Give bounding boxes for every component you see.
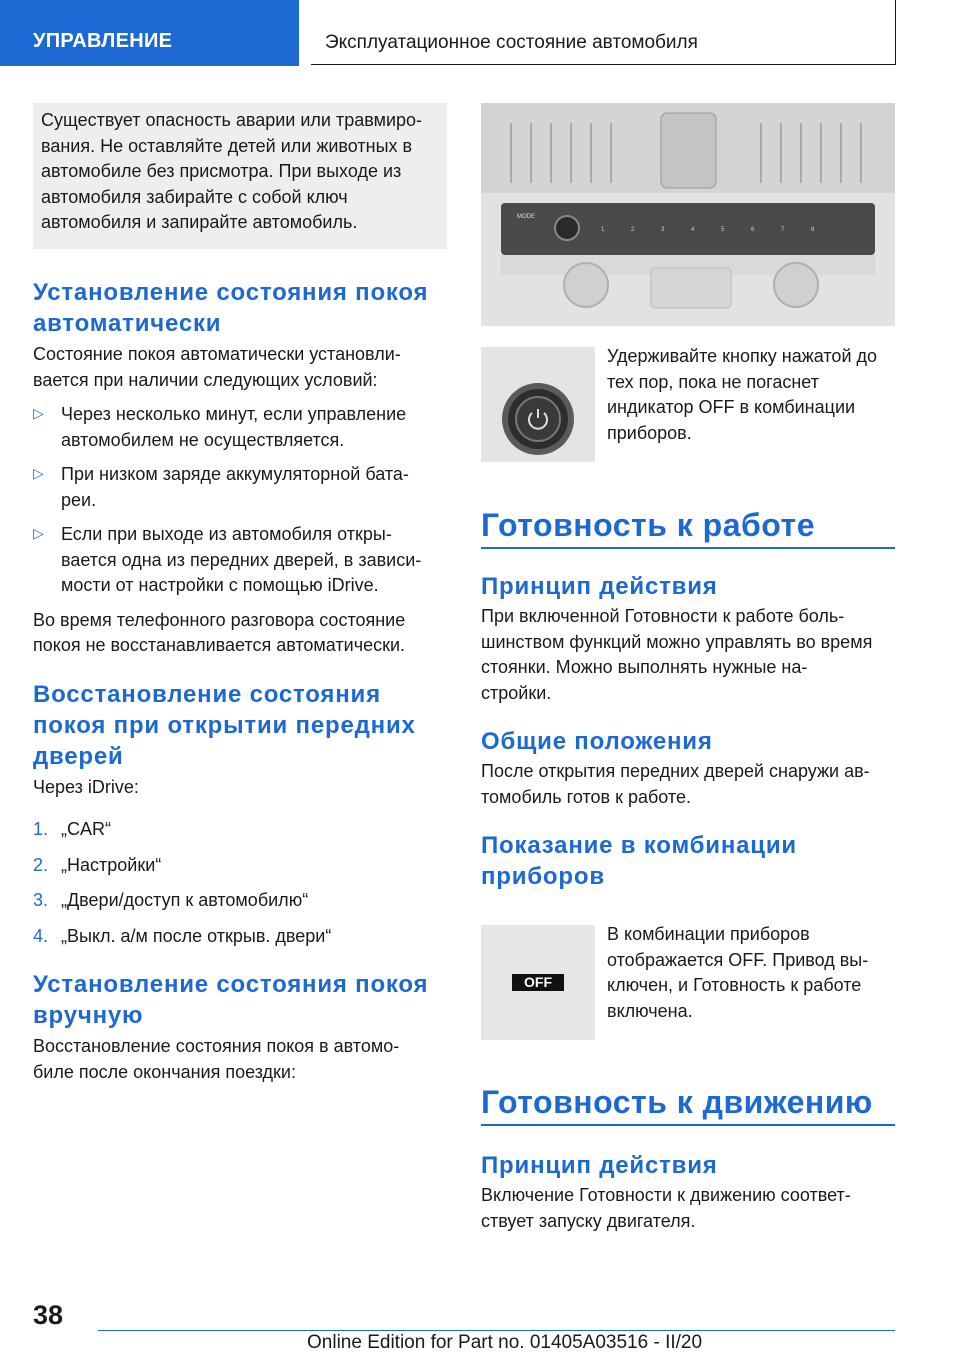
left-column bbox=[33, 277, 453, 1085]
chapter-header bbox=[311, 0, 896, 65]
general-text bbox=[481, 759, 895, 810]
step-number: 2. bbox=[33, 854, 49, 875]
heading-line: вручную bbox=[33, 1002, 144, 1029]
step-text: „Двери/доступ к автомобилю“ bbox=[61, 890, 309, 910]
text-line: реи. bbox=[61, 489, 97, 510]
warning-line: автомобиля забирайте с собой ключ bbox=[41, 186, 348, 207]
step-item bbox=[33, 924, 453, 950]
display-text bbox=[607, 922, 907, 1024]
heading-principle-1: Принцип действия bbox=[481, 573, 718, 600]
section-rule bbox=[481, 547, 895, 549]
auto-intro bbox=[33, 342, 453, 393]
text-line: покоя не восстанавливается автоматически. bbox=[33, 635, 406, 655]
power-button-photo bbox=[481, 347, 595, 462]
warning-line: автомобиля и запирайте автомобиль. bbox=[41, 212, 358, 232]
via-idrive: Через iDrive: bbox=[33, 776, 139, 797]
preset-2: 2 bbox=[631, 227, 635, 233]
text-line: ствует запуску двигателя. bbox=[481, 1210, 696, 1231]
text-line: включена. bbox=[607, 1000, 693, 1021]
heading-auto-standby bbox=[33, 277, 453, 339]
step-text: „Выкл. а/м после открыв. двери“ bbox=[61, 925, 332, 946]
heading-ready: Готовность к работе bbox=[481, 507, 815, 543]
off-indicator-badge: OFF bbox=[512, 974, 564, 991]
warning-box bbox=[33, 103, 447, 249]
text-line: вается одна из передних дверей, в зависи- bbox=[61, 549, 422, 570]
text-line: приборов. bbox=[607, 422, 692, 443]
text-line: Если при выходе из автомобиля откры- bbox=[61, 524, 392, 544]
step-item bbox=[33, 888, 453, 914]
preset-5: 5 bbox=[721, 227, 725, 233]
bullet-item bbox=[33, 462, 453, 513]
text-line: стройки. bbox=[481, 682, 552, 703]
heading-line: Показание в комбинации bbox=[481, 832, 797, 859]
preset-4: 4 bbox=[691, 227, 695, 233]
heading-line: Восстановление состояния bbox=[33, 680, 381, 708]
principle-1-text bbox=[481, 604, 895, 706]
ready-section bbox=[481, 506, 895, 892]
step-text: „CAR“ bbox=[61, 819, 111, 839]
triangle-bullet-icon: ▷ bbox=[33, 525, 44, 541]
warning-line: вания. Не оставляйте детей или животных в bbox=[41, 135, 413, 156]
drive-section bbox=[481, 1083, 895, 1234]
heading-drive: Готовность к движению bbox=[481, 1084, 873, 1120]
preset-8: 8 bbox=[811, 227, 815, 233]
text-line: Восстановление состояния покоя в автомо- bbox=[33, 1036, 400, 1056]
heading-display bbox=[481, 830, 895, 892]
off-indicator-image bbox=[481, 925, 595, 1040]
chapter-title: Эксплуатационное состояние автомобиля bbox=[325, 32, 698, 53]
phone-note bbox=[33, 608, 453, 659]
text-line: Включение Готовности к движению соответ- bbox=[481, 1185, 851, 1205]
principle-2-text bbox=[481, 1183, 895, 1234]
step-text: „Настройки“ bbox=[61, 854, 162, 875]
power-knob-illustration bbox=[481, 347, 595, 462]
text-line: В комбинации приборов bbox=[607, 924, 810, 944]
page-number: 38 bbox=[33, 1300, 64, 1330]
text-line: индикатор OFF в комбинации bbox=[607, 397, 856, 417]
step-item bbox=[33, 817, 453, 843]
text-line: вается при наличии следующих условий: bbox=[33, 369, 378, 390]
bullet-item bbox=[33, 522, 453, 599]
edition-note: Online Edition for Part no. 01405A03516 - II/20 bbox=[307, 1332, 703, 1353]
text-line: отображается OFF. Привод вы- bbox=[607, 949, 869, 970]
hold-button-text bbox=[607, 344, 907, 446]
text-line: стоянки. Можно выполнять нужные на- bbox=[481, 657, 808, 677]
console-photo bbox=[481, 103, 895, 326]
preset-7: 7 bbox=[781, 227, 785, 233]
heading-general: Общие положения bbox=[481, 728, 713, 755]
triangle-bullet-icon: ▷ bbox=[33, 465, 44, 481]
bullet-item bbox=[33, 402, 453, 453]
section-title: УПРАВЛЕНИЕ bbox=[33, 30, 173, 52]
heading-line: Установление состояния покоя bbox=[33, 279, 429, 306]
heading-line: Установление состояния покоя bbox=[33, 971, 429, 998]
manual-text bbox=[33, 1034, 453, 1085]
text-line: Состояние покоя автоматически установли- bbox=[33, 344, 401, 364]
text-line: При низком заряде аккумуляторной бата- bbox=[61, 464, 409, 484]
triangle-bullet-icon: ▷ bbox=[33, 405, 44, 421]
step-item bbox=[33, 853, 453, 879]
panel-mode-label: MODE bbox=[517, 214, 535, 220]
heading-line: автоматически bbox=[33, 310, 222, 337]
step-number: 3. bbox=[33, 890, 49, 910]
section-rule bbox=[481, 1124, 895, 1126]
text-line: ключен, и Готовность к работе bbox=[607, 975, 862, 995]
preset-3: 3 bbox=[661, 227, 665, 233]
heading-line: дверей bbox=[33, 742, 124, 770]
step-number: 1. bbox=[33, 819, 49, 839]
text-line: После открытия передних дверей снаружи ав- bbox=[481, 761, 870, 781]
preset-6: 6 bbox=[751, 227, 755, 233]
text-line: Удерживайте кнопку нажатой до bbox=[607, 346, 878, 366]
text-line: При включенной Готовности к работе боль- bbox=[481, 606, 845, 626]
warning-line: Существует опасность аварии или травмиро- bbox=[41, 110, 423, 130]
heading-line: покоя при открытии передних bbox=[33, 711, 416, 739]
text-line: мости от настройки с помощью iDrive. bbox=[61, 575, 379, 595]
text-line: биле после окончания поездки: bbox=[33, 1061, 296, 1082]
preset-1: 1 bbox=[601, 227, 605, 233]
section-tab bbox=[0, 0, 299, 66]
text-line: Через несколько минут, если управление bbox=[61, 404, 407, 424]
console-illustration bbox=[481, 103, 895, 326]
text-line: шинством функций можно управлять во время bbox=[481, 631, 873, 652]
step-number: 4. bbox=[33, 925, 49, 946]
text-line: автомобилем не осуществляется. bbox=[61, 429, 345, 450]
text-line: томобиль готов к работе. bbox=[481, 786, 691, 807]
warning-line: автомобиле без присмотра. При выходе из bbox=[41, 161, 402, 181]
heading-manual-standby bbox=[33, 969, 453, 1031]
footer-rule bbox=[98, 1330, 895, 1331]
heading-restore-standby bbox=[33, 679, 453, 772]
heading-line: приборов bbox=[481, 863, 605, 890]
text-line: Во время телефонного разговора состояние bbox=[33, 609, 406, 630]
heading-principle-2: Принцип действия bbox=[481, 1152, 718, 1179]
text-line: тех пор, пока не погаснет bbox=[607, 371, 819, 392]
